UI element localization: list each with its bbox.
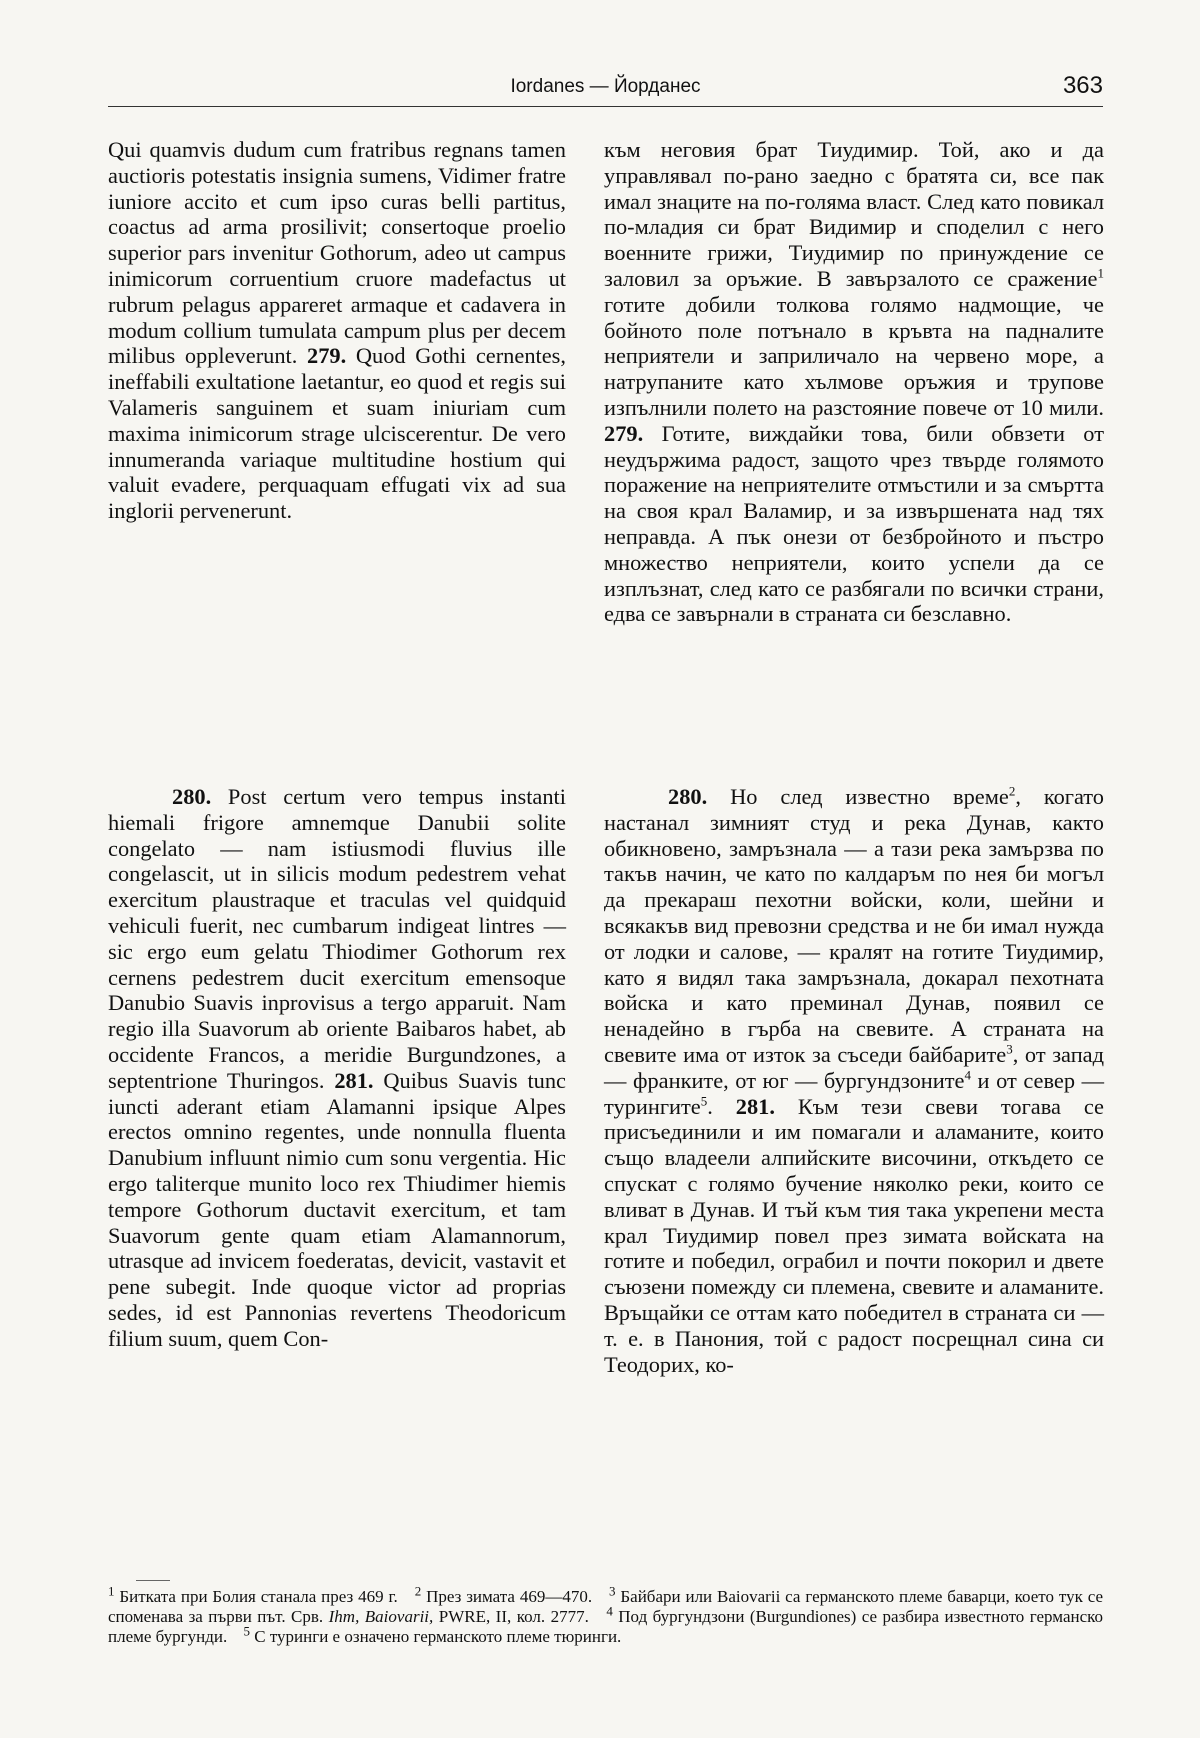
bulgarian-text: Но след известно време — [730, 784, 1009, 809]
page-number: 363 — [1062, 72, 1103, 99]
footnote-ref-1: 1 — [1097, 265, 1104, 281]
footnote-divider — [136, 1580, 170, 1581]
latin-text: Post certum vero tempus instanti hiemali frigore amnemque Danubii solite congelato — nam istiusmodi fluvius ille congelascit, ut in silicis modum pedestrem vehat exercitum plaustraque et traculas vel quidquid vehiculi fuerit, nec cumbarum indigeat lintres — sic ergo eum gelatu Thiodimer Gothorum rex cernens pedestrem ducit exercitum emensoque Danubio Suavis inprovisus a tergo apparuit. Nam regio illa Suavorum ab oriente Baibaros habet, ab occidente Francos, a meridie Burgundzones, a septentrione Thuringos. — [108, 784, 566, 1093]
footnote-text: Битката при Болия станала през 469 г. — [119, 1587, 398, 1606]
latin-text: Qui quamvis dudum cum fratribus regnans tamen auctioris potestatis insignia sumens, Vidimer fratre iuniore accito et cum ipso curas belli partitus, coactus ad arma prosilivit; consertoque proelio superior pars invenitur Gothorum, adeo ut campus inimicorum corruentium cruore madefactus ut rubrum pelagus appareret armaque et cadavera in modum collium tumulata campum plus per decem milibus oppleverunt. — [108, 137, 566, 369]
latin-text: Quod Gothi cernentes, ineffabili exultatione laetantur, eo quod et regis sui Valameris sanguinem et suam iniuriam cum maxima inimicorum strage ulciscerentur. De vero innumeranda variaque multitudine hostium qui valuit evadere, perquaquam effugati vix ad sua inglorii pervenerunt. — [108, 343, 566, 524]
footnote-mark: 3 — [609, 1583, 616, 1599]
bulgarian-paragraph-279 — [604, 137, 1104, 627]
footnote-text: С туринги е означено германското племе тюринги. — [254, 1627, 622, 1646]
footnote-ref-4: 4 — [964, 1067, 971, 1083]
footnote-5 — [243, 1623, 622, 1646]
footnote-reference: Ihm, Baiovarii, — [328, 1607, 434, 1626]
footnote-ref-5: 5 — [700, 1093, 708, 1109]
section-number-279: 279. — [604, 420, 644, 446]
footnote-ref-3: 3 — [1006, 1041, 1013, 1057]
latin-text: Quibus Suavis tunc iuncti aderant etiam Alamanni ipsique Alpes erectos omnino regentes, unde nonnulla fluenta Danubium influunt nimio cum sonu vergentia. Hic ergo taliterque munito loco rex Thiudimer hiemis tempore Gothorum ductavit exercitum, et tam Suavorum gente quam etiam Alamannorum, utrasque ad invicem foederatas, devicit, vastavit et pene subegit. Inde quoque victor ad proprias sedes, id est Pannonias revertens Theodoricum filium suum, quem Con- — [108, 1067, 566, 1351]
latin-paragraph-279 — [108, 137, 566, 524]
section-number-281: 281. — [334, 1067, 374, 1093]
running-header — [108, 72, 1103, 107]
footnote-mark: 1 — [108, 1583, 115, 1599]
bulgarian-text: готите добили толкова голямо надмощие, че бойното поле потънало в кръвта на падналите неприятели и заприличало на червено море, а натрупаните като хълмове оръжия и трупове изпълнили полето на разстояние повече от 10 мили. — [604, 291, 1104, 420]
section-number-280: 280. — [668, 784, 708, 809]
section-number-279: 279. — [307, 343, 347, 369]
footnotes — [108, 1580, 1103, 1647]
bulgarian-text: , от запад — франките, от юг — бургундзоните — [604, 1041, 1105, 1093]
footnote-mark: 5 — [243, 1623, 250, 1639]
footnote-2 — [414, 1583, 593, 1606]
footnote-text: През зимата 469—470. — [426, 1587, 593, 1606]
footnote-text: Байбари или Baiovarii са германското племе баварци, което тук се споменава за първи път. Срв. — [108, 1587, 1104, 1626]
bulgarian-text: Готите, виждайки това, били обвзети от неудържима радост, защото чрез твърде голямото поражение на неприятелите отмъстили и за смъртта на своя крал Валамир, и за извършената над тях неправда. А пък онези от безбройното и пъстро множество неприятели, които успели да се изплъзнат, след като се разбягали по всички страни, едва се завърнали в страната си безславно. — [604, 420, 1104, 627]
bulgarian-text: , когато настанал зимният студ и река Дунав, както обикновено, замръзнала — а тази река замързва по такъв начин, че като по калдаръм по нея би могъл да прекараш пехотни войски, коли, шейни и всякакъв вид превозни средства и не би имал нужда от лодки и салове, — кралят на готите Тиудимир, като я видял така замръзнала, докарал пехотната войска и като преминал Дунав, появил се ненадейно в гърба на свевите. А страната на свевите има от изток за съседи байбарите — [604, 784, 1104, 1067]
page-title: Iordanes — Йорданес — [510, 76, 701, 97]
latin-paragraph-280 — [108, 784, 566, 1352]
bulgarian-text: Към тези свеви тогава се присъединили и им помагали и аламаните, които също владеели алпийските височини, откъдето се спускат с голямо бучение няколко реки, които се вливат в Дунав. И тъй към тия така укрепени места крал Тиудимир повел през зимата войската на готите и победил, ограбил и почти покорил и двете съюзени помежду си племена, свевите и аламаните. Връщайки се оттам като победител в страната си — т. е. в Панония, той с радост посрещнал сина си Теодорих, ко- — [604, 1093, 1104, 1377]
section-number-281: 281. — [735, 1093, 775, 1119]
bulgarian-text: . — [707, 1093, 713, 1119]
section-number-280: 280. — [172, 784, 212, 809]
bulgarian-paragraph-280 — [604, 784, 1104, 1377]
footnote-mark: 2 — [414, 1583, 422, 1599]
bulgarian-text: и от север — турингите — [604, 1067, 1104, 1119]
footnote-text: Под бургундзони (Burgundiones) се разбира известното германско племе бургунди. — [108, 1607, 1104, 1646]
footnote-1 — [108, 1583, 398, 1606]
footnote-mark: 4 — [606, 1603, 613, 1619]
footnote-text: PWRE, II, кол. 2777. — [438, 1607, 589, 1626]
footnote-ref-2: 2 — [1008, 783, 1016, 799]
bulgarian-text: към неговия брат Тиудимир. Той, ако и да управлявал по-рано заедно с братята си, все пак имал знаците на по-голяма власт. След като повикал по-младия си брат Видимир и споделил с него военните грижи, Тиудимир по принуждение се заловил за оръжие. В завързалото се сражение — [604, 137, 1104, 291]
